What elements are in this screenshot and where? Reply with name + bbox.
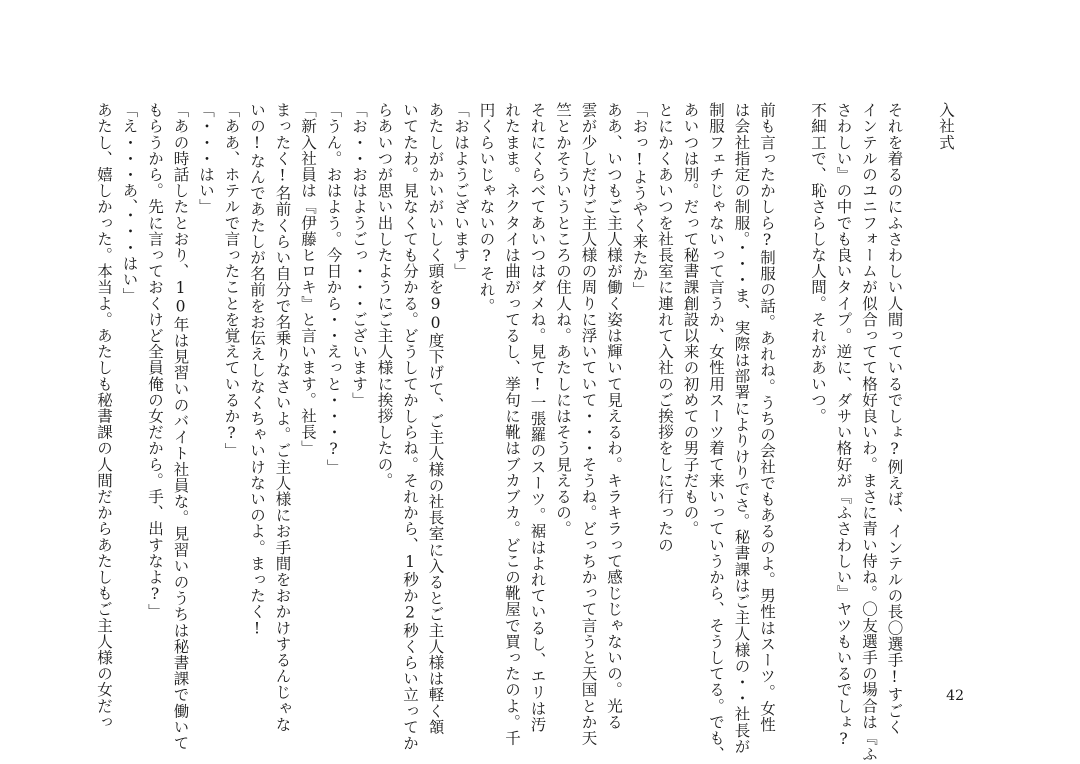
- vertical-text-body: [91, 102, 959, 763]
- text-line: 雲が少しだけご主人様の周りに浮いていて・・・そうね。どっちかって言うと天国とか天: [579, 102, 598, 746]
- text-line: らあいつが思い出したようにご主人様に挨拶したの。: [375, 102, 394, 489]
- text-line: もらうから。先に言っておくけど全員俺の女だから。手、出すなよ?」: [146, 102, 164, 620]
- chapter-title: 入社式: [937, 102, 955, 151]
- text-line: あいつは別。だって秘書課創設以来の初めての男子だもの。: [681, 102, 700, 537]
- text-line: 「新入社員は『伊藤ヒロキ』と言います。社長」: [299, 102, 317, 457]
- text-line: それを着るのにふさわしい人間っているでしょ?例えば、インテルの長〇選手!すごく: [885, 102, 904, 735]
- text-line: いの!なんであたしが名前をお伝えしなくちゃいけないのよ。まったく!: [248, 102, 266, 639]
- text-line: あたし、嬉しかった。本当よ。あたしも秘書課の人間だからあたしもご主人様の女だっ: [95, 102, 113, 730]
- text-line: 「うん。おはよう。今日から・・えっと・・・?」: [324, 102, 343, 475]
- text-line: 「おはようございます」: [452, 102, 470, 280]
- text-line: いてたわ。見なくても分かる。どうしてかしらね。それから、1秒か2秒くらい立ってか: [401, 102, 419, 751]
- text-line: 前も言ったかしら?制服の話。あれね。うちの会社でもあるのよ。男性はスーツ。女性: [758, 102, 776, 733]
- text-line: とにかくあいつを社長室に連れて入社のご挨拶をしに行ったの: [656, 102, 674, 553]
- text-line: あたしがかいがいしく頭を90度下げて、ご主人様の社長室に入るとご主人様は軽く頷: [426, 102, 445, 735]
- text-line: それにくらべてあいつはダメね。見て!一張羅のスーツ。裾はよれているし、エリは汚: [528, 102, 547, 733]
- paragraph-gap: [779, 102, 805, 702]
- text-line: インテルのユニフォームが似合ってて格好良いわ。まさに青い侍ね。〇友選手の場合は『ふ: [860, 102, 878, 763]
- text-line: ああ、いつもご主人様が働く姿は輝いて見えるわ。キラキラって感じじゃないの。光る: [605, 102, 623, 730]
- text-line: 制服フェチじゃないって言うか、女性用スーツ着て来いっていうから、そうしてる。でも、: [707, 102, 725, 763]
- text-line: 竺とかそういうところの住人ね。あたしにはそう見えるの。: [554, 102, 572, 537]
- text-line: は会社指定の制服。・・・ま、実際は部署によりけりでさ。秘書課はご主人様の・・社長が: [732, 102, 751, 755]
- text-line: 不細工で、恥さらしな人間。それがあいつ。: [809, 102, 827, 424]
- text-line: 円くらいじゃないの?それ。: [477, 102, 496, 314]
- page-number: 42: [946, 688, 964, 704]
- text-line: 「おっ!ようやく来たか」: [630, 102, 649, 298]
- text-line: れたまま。ネクタイは曲がってるし、挙句に靴はブカブカ。どこの靴屋で買ったのよ。千: [503, 102, 521, 746]
- text-line: まったく!名前くらい自分で名乗りなさいよ。ご主人様にお手間をおかけするんじゃな: [273, 102, 292, 733]
- text-line: 「ああ、ホテルで言ったことを覚えているか?」: [222, 102, 241, 459]
- text-line: さわしい』の中でも良いタイプ。逆に、ダサい格好が『ふさわしい』ヤツもいるでしょ?: [834, 102, 853, 749]
- text-line: 「・・・はい」: [197, 102, 215, 215]
- text-line: 「あの時話したとおり、10年は見習いのバイト社員な。見習いのうちは秘書課で働いて: [171, 102, 190, 751]
- text-line: 「え・・・あ、・・・はい」: [120, 102, 139, 304]
- text-line: 「お・・おはようごっ・・・ございます」: [350, 102, 368, 408]
